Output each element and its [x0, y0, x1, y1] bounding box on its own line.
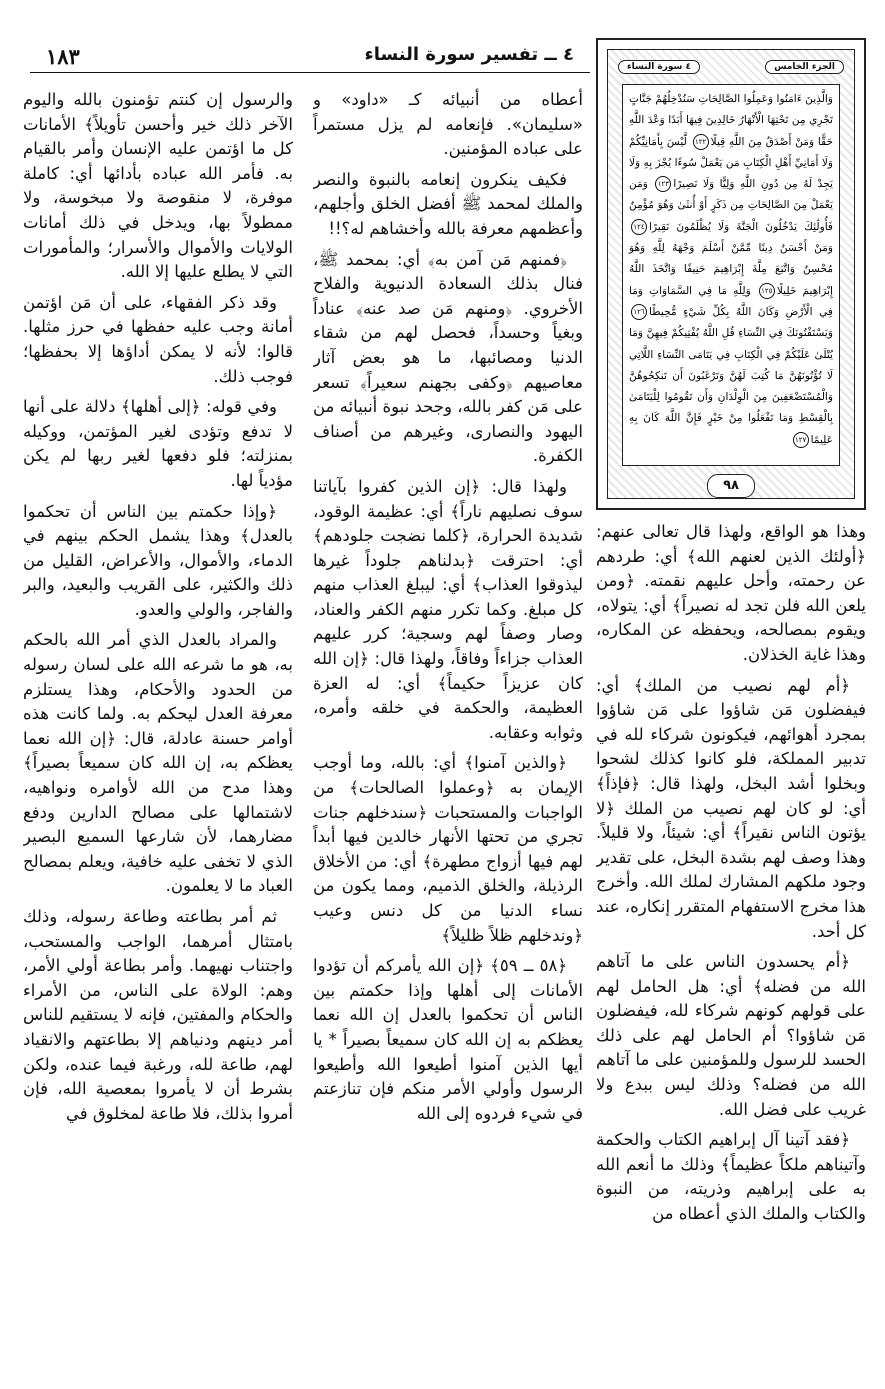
tafsir-column-left	[23, 88, 293, 1378]
paragraph: ﴿أم يحسدون الناس على ما آتاهم الله من فضله﴾ أي: هل الحامل لهم على قولهم كونهم شركاء لله، فيفضلون مَن شاؤوا؟ أم الحامل لهم على ذلك الحسد للرسول وللمؤمنين على ما آتاهم الله من فضله؟ وذلك ليس ببدع ولا غريب على فضل الله.	[596, 952, 866, 1119]
surah-label: ٤ سورة النساء	[618, 60, 700, 74]
paragraph: ثم أمر بطاعته وطاعة رسوله، وذلك بامتثال أمرهما، الواجب والمستحب، واجتناب نهيهما. وأمر بطاعة أولي الأمر، وهم: الولاة على الناس، من الأمراء والحكام والمفتين، فإنه لا يستقيم للناس أمر دينهم ودنياهم إلا بطاعتهم والانقياد لهم، طاعة لله، ورغبة فيما عنده، ولكن بشرط أن لا يأمروا بمعصية الله، فإن أمروا بذلك، فلا طاعة لمخلوق في	[23, 907, 293, 1123]
paragraph: ﴿٥٨ ــ ٥٩﴾ ﴿إن الله يأمركم أن تؤدوا الأمانات إلى أهلها وإذا حكمتم بين الناس أن تحكموا بالعدل إن الله نعما يعظكم به إن الله كان سميعاً بصيراً * يا أيها الذين آمنوا أطيعوا الله وأطيعوا الرسول وأولي الأمر منكم فإن تنازعتم في شيء فردوه إلى الله	[313, 956, 583, 1123]
paragraph: ﴿وإذا حكمتم بين الناس أن تحكموا بالعدل﴾ وهذا يشمل الحكم بينهم في الدماء، والأموال، والأعراض، القليل من ذلك والكثير، على القريب والبعيد، والبر والفاجر، والولي والعدو.	[23, 501, 293, 619]
verse-number-marker: ١٢٢	[693, 134, 709, 150]
verse-number-marker: ١٢٦	[631, 304, 647, 320]
paragraph: ﴿والذين آمنوا﴾ أي: بالله، وما أوجب الإيمان به ﴿وعملوا الصالحات﴾ من الواجبات والمستحبات ﴿سندخلهم جنات تجري من تحتها الأنهار خالدين فيها أبداً لهم فيها أزواج مطهرة﴾ أي: من الأخلاق الرذيلة، والخلق الذميم، ومما يكون من نساء الدنيا من كل دنس وعيب ﴿وندخلهم ظلاً ظليلاً﴾	[313, 753, 583, 945]
paragraph: والمراد بالعدل الذي أمر الله بالحكم به، هو ما شرعه الله على لسان رسوله من الحدود والأحكام، وهذا يستلزم معرفة العدل ليحكم به. ولما كانت هذه أوامر حسنة عادلة، قال: ﴿إن الله نعما يعظكم به، إن الله كان سميعاً بصيراً﴾ وهذا مدح من الله لأوامره ونواهيه، لاشتمالها على مصالح الدارين ودفع مضارهما، لأن شارعها السميع البصير الذي لا تخفى عليه خافية، ويعلم بمصالح العباد ما لا يعلمون.	[23, 630, 293, 896]
verse-text: وَالَّذِينَ ءَامَنُوا وَعَمِلُوا الصَّالِحَاتِ سَنُدْخِلُهُمْ جَنَّاتٍ تَجْرِي مِن تَحْتِهَا الْأَنْهَارُ خَالِدِينَ فِيهَا أَبَدًا وَعْدَ اللَّهِ حَقًّا وَمَنْ أَصْدَقُ مِنَ اللَّهِ قِيلًا	[629, 93, 833, 148]
verse-number-marker: ١٢٧	[793, 432, 809, 448]
verse-number-marker: ١٢٤	[631, 219, 647, 235]
paragraph: وفي قوله: ﴿إلى أهلها﴾ دلالة على أنها لا تدفع وتؤدى لغير المؤتمن، ووكيله بمنزلته؛ فلو دفعها لغير ربها لم يكن مؤدياً لها.	[23, 397, 293, 490]
quran-text	[622, 84, 840, 466]
running-header	[30, 42, 590, 73]
tafsir-column-middle	[313, 88, 583, 1378]
mushaf-page-frame	[596, 38, 866, 510]
verse-number-marker: ١٢٥	[759, 283, 775, 299]
verse-number-marker: ١٢٣	[655, 176, 671, 192]
verse-text: وَلِلَّهِ مَا فِي السَّمَاوَاتِ وَمَا فِي الْأَرْضِ وَكَانَ اللَّهُ بِكُلِّ شَيْءٍ مُّحِيطًا	[629, 284, 833, 318]
paragraph: أعطاه من أنبيائه كـ «داود» و «سليمان». فإنعامه لم يزل مستمراً على عباده المؤمنين.	[313, 90, 583, 159]
paragraph: والرسول إن كنتم تؤمنون بالله واليوم الآخر ذلك خير وأحسن تأويلاً﴾ الأمانات كل ما اؤتمن عليه الإنسان وأمر بالقيام به. فأمر الله عباده بأدائها أي: كاملة موفرة، لا منقوصة ولا مبخوسة، ولا ممطولاً بها، ويدخل في ذلك أمانات الولايات والأموال والأسرار؛ والمأمورات التي لا يطلع عليها إلا الله.	[23, 90, 293, 282]
verse-text: لَّيْسَ بِأَمَانِيِّكُمْ وَلَا أَمَانِيِّ أَهْلِ الْكِتَابِ مَن يَعْمَلْ سُوءًا يُجْزَ بِهِ وَلَا يَجِدْ لَهُ مِن دُونِ اللَّهِ وَلِيًّا وَلَا نَصِيرًا	[629, 135, 833, 191]
tafsir-column-right	[596, 520, 866, 1380]
running-header-title: ٤ ــ تفسير سورة النساء	[364, 44, 574, 65]
mushaf-page-number: ٩٨	[707, 474, 755, 498]
verse-text: وَمَنْ أَحْسَنُ دِينًا مِّمَّنْ أَسْلَمَ وَجْهَهُ لِلَّهِ وَهُوَ مُحْسِنٌ وَاتَّبَعَ مِلَّةَ إِبْرَاهِيمَ حَنِيفًا وَاتَّخَذَ اللَّهُ إِبْرَاهِيمَ خَلِيلًا	[629, 242, 833, 297]
paragraph: ﴿أم لهم نصيب من الملك﴾ أي: فيفضلون مَن شاؤوا على مَن شاؤوا بمجرد أهوائهم، فيكونون شركاء لله في تدبير المملكة، فلو كانوا كذلك لشحوا وبخلوا أشد البخل، ولهذا قال: ﴿فإذاً﴾ أي: لو كان لهم نصيب من الملك ﴿لا يؤتون الناس نقيراً﴾ أي: شيئاً، ولا قليلاً. وهذا وصف لهم بشدة البخل، على تقدير وجود ملكهم المشارك لملك الله. وأخرج هذا مخرج الاستفهام المتقرر إنكاره، عند كل أحد.	[596, 675, 866, 941]
verse-text: وَيَسْتَفْتُونَكَ فِي النِّسَاءِ قُلِ اللَّهُ يُفْتِيكُمْ فِيهِنَّ وَمَا يُتْلَىٰ عَلَيْكُمْ فِي الْكِتَابِ فِي يَتَامَى النِّسَاءِ اللَّاتِي لَا تُؤْتُونَهُنَّ مَا كُتِبَ لَهُنَّ وَتَرْغَبُونَ أَن تَنكِحُوهُنَّ وَالْمُسْتَضْعَفِينَ مِنَ الْوِلْدَانِ وَأَن تَقُومُوا لِلْيَتَامَىٰ بِالْقِسْطِ وَمَا تَفْعَلُوا مِنْ خَيْرٍ فَإِنَّ اللَّهَ كَانَ بِهِ عَلِيمًا	[629, 327, 833, 446]
paragraph: ﴿فقد آتينا آل إبراهيم الكتاب والحكمة وآتيناهم ملكاً عظيماً﴾ وذلك ما أنعم الله به على إبراهيم وذريته، من النبوة والكتاب والملك الذي أعطاه من	[596, 1130, 866, 1224]
mushaf-top-bar	[618, 56, 844, 78]
paragraph: وقد ذكر الفقهاء، على أن مَن اؤتمن أمانة وجب عليه حفظها في حرز مثلها. قالوا: لأنه لا يمكن أداؤها إلا بحفظها؛ فوجب ذلك.	[23, 292, 293, 386]
verse-text: وَمَن يَعْمَلْ مِنَ الصَّالِحَاتِ مِن ذَكَرٍ أَوْ أُنثَىٰ وَهُوَ مُؤْمِنٌ فَأُولَٰئِكَ يَدْخُلُونَ الْجَنَّةَ وَلَا يُظْلَمُونَ نَقِيرًا	[629, 178, 833, 233]
paragraph: ولهذا قال: ﴿إن الذين كفروا بآياتنا سوف نصليهم ناراً﴾ أي: عظيمة الوقود، شديدة الحرارة، ﴿كلما نضجت جلودهم﴾ أي: احترقت ﴿بدلناهم جلوداً غيرها ليذوقوا العذاب﴾ أي: ليبلغ العذاب منهم كل مبلغ. وكما تكرر منهم الكفر والعناد، وصار وصفاً لهم وسجية؛ كرر عليهم العذاب جزاءاً وفاقاً، ولهذا قال: ﴿إن الله كان عزيزاً حكيماً﴾ أي: له العزة العظيمة، والحكمة في خلقه وأمره، وثوابه وعقابه.	[313, 476, 583, 742]
juz-label: الجزء الخامس	[765, 60, 844, 74]
page-number: ١٨٣	[46, 44, 80, 69]
paragraph: ﴿فمنهم مَن آمن به﴾ أي: بمحمد ﷺ، فنال بذلك السعادة الدنيوية والفلاح الأخروي. ﴿ومنهم مَن صد عنه﴾ عناداً وبغياً وحسداً، فحصل لهم من شقاء الدنيا ومصائبها، ما هو بعض آثار معاصيهم ﴿وكفى بجهنم سعيراً﴾ تسعر على مَن كفر بالله، وجحد نبوة أنبيائه من اليهود والنصارى، وغيرهم من أصناف الكفرة.	[313, 249, 583, 466]
paragraph: وهذا هو الواقع، ولهذا قال تعالى عنهم: ﴿أولئك الذين لعنهم الله﴾ أي: طردهم عن رحمته، وأحل عليهم نقمته. ﴿ومن يلعن الله فلن تجد له نصيراً﴾ أي: يتولاه، ويقوم بمصالحه، ويحفظه عن المكاره، وهذا غاية الخذلان.	[596, 522, 866, 664]
paragraph: فكيف ينكرون إنعامه بالنبوة والنصر والملك لمحمد ﷺ أفضل الخلق وأجلهم، وأعظمهم معرفة بالله وأخشاهم له؟!!	[313, 169, 583, 238]
